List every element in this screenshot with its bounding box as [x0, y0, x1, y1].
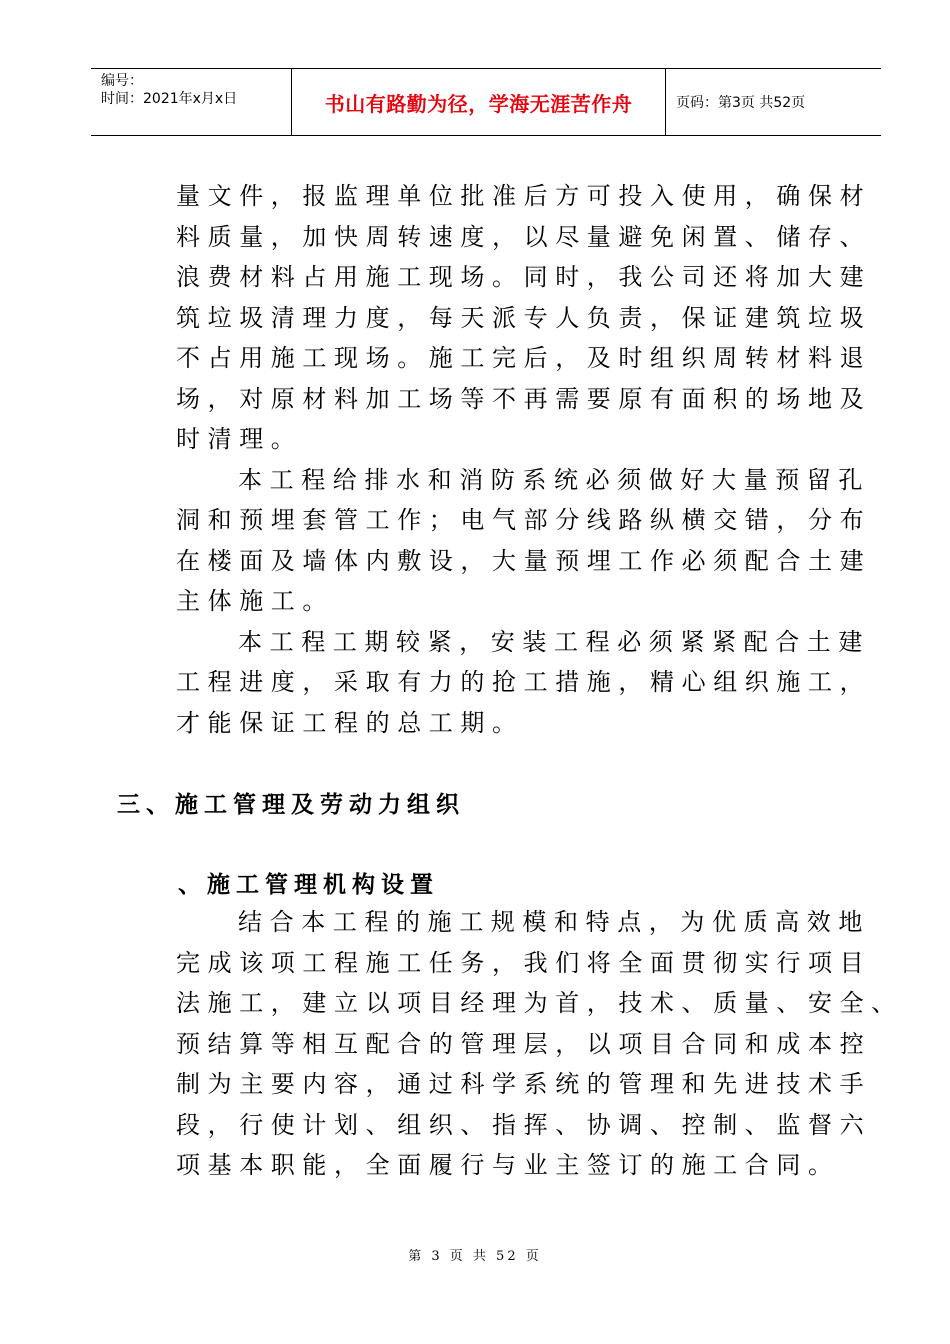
paragraph-line: 法施工，建立以项目经理为首，技术、质量、安全、 — [176, 989, 903, 1017]
page-footer: 第 3 页 共 52 页 — [408, 1249, 542, 1264]
paragraph-line: 结合本工程的施工规模和特点，为优质高效地 — [238, 908, 870, 936]
header-page-code: 页码：第3页 共52页 — [676, 95, 806, 111]
paragraph-line: 完成该项工程施工任务，我们将全面贯彻实行项目 — [176, 948, 872, 977]
section-heading: 三、施工管理及劳动力组织 — [117, 792, 465, 818]
paragraph-line: 浪费材料占用施工现场。同时，我公司还将加大建 — [176, 263, 872, 291]
header-meta — [91, 69, 292, 135]
header-number-label: 编号： — [101, 73, 143, 89]
paragraph-line: 洞和预埋套管工作；电气部分线路纵横交错，分布 — [176, 506, 872, 534]
paragraph-2 — [176, 460, 872, 622]
body-text-block-1 — [176, 176, 872, 743]
paragraph-line: 在楼面及墙体内敷设，大量预埋工作必须配合土建 — [176, 546, 872, 575]
header-motto: 书山有路勤为径，学海无涯苦作舟 — [292, 69, 666, 135]
paragraph-line: 主体施工。 — [176, 587, 334, 615]
paragraph-line: 不占用施工现场。施工完后，及时组织周转材料退 — [176, 344, 872, 372]
paragraph-4 — [176, 902, 903, 1186]
paragraph-line: 料质量，加快周转速度，以尽量避免闲置、储存、 — [176, 222, 872, 251]
paragraph-line: 场，对原材料加工场等不再需要原有面积的场地及 — [176, 384, 872, 413]
paragraph-line: 量文件，报监理单位批准后方可投入使用，确保材 — [176, 182, 872, 210]
document-header — [91, 68, 881, 136]
paragraph-line: 才能保证工程的总工期。 — [176, 708, 524, 737]
paragraph-line: 时清理。 — [176, 425, 303, 453]
paragraph-line: 本工程给排水和消防系统必须做好大量预留孔 — [238, 465, 870, 494]
paragraph-line: 本工程工期较紧，安装工程必须紧紧配合土建 — [238, 627, 870, 656]
paragraph-line: 制为主要内容，通过科学系统的管理和先进技术手 — [176, 1070, 872, 1098]
paragraph-line: 预结算等相互配合的管理层，以项目合同和成本控 — [176, 1029, 872, 1058]
subsection-heading: 、施工管理机构设置 — [178, 872, 439, 898]
paragraph-1 — [176, 176, 872, 460]
paragraph-3 — [176, 622, 872, 744]
paragraph-line: 工程进度，采取有力的抢工措施，精心组织施工， — [176, 668, 872, 696]
paragraph-line: 筑垃圾清理力度，每天派专人负责，保证建筑垃圾 — [176, 303, 872, 332]
header-time-label: 时间：2021年x月x日 — [101, 91, 238, 107]
body-text-block-2 — [176, 902, 903, 1186]
paragraph-line: 段，行使计划、组织、指挥、协调、控制、监督六 — [176, 1110, 872, 1139]
paragraph-line: 项基本职能，全面履行与业主签订的施工合同。 — [176, 1151, 840, 1179]
